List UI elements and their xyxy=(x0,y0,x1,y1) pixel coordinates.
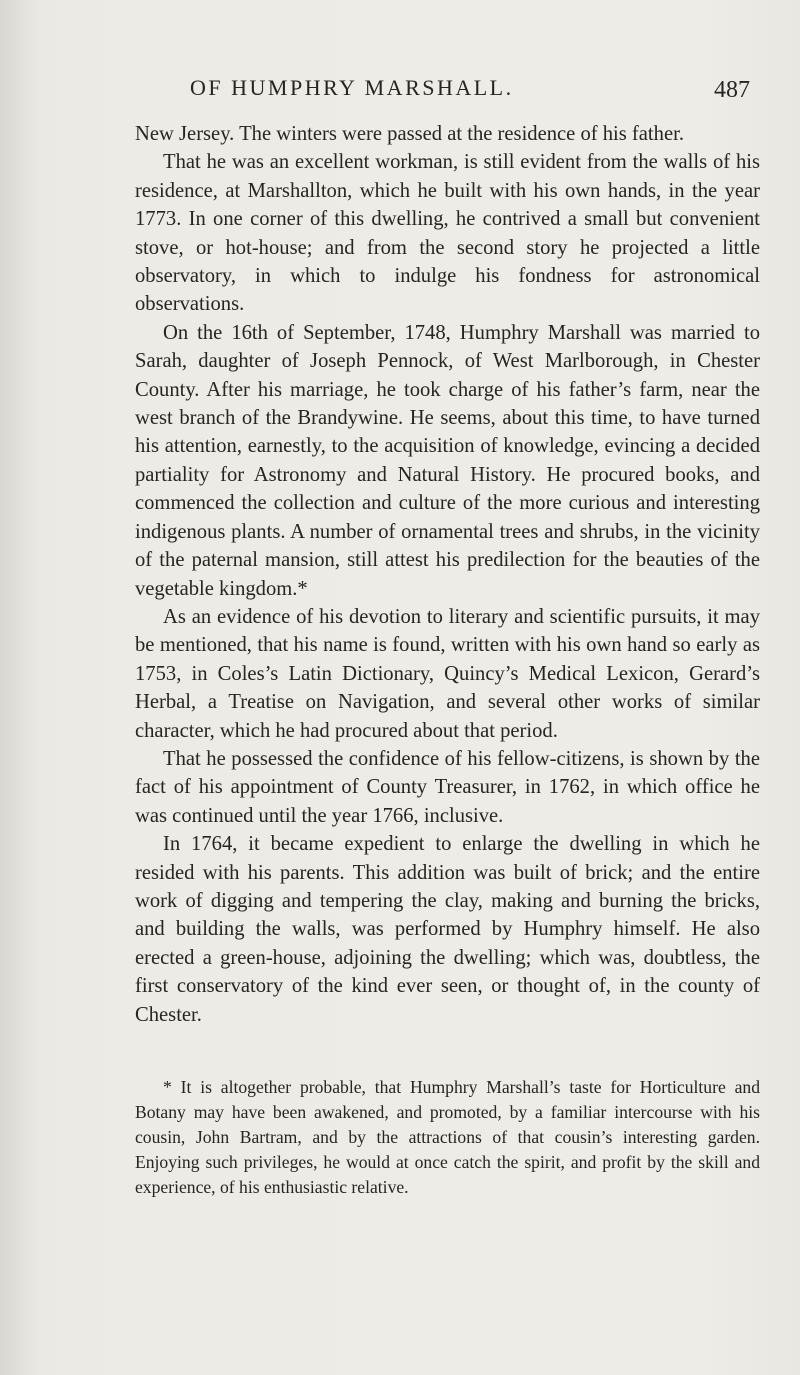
running-title: OF HUMPHRY MARSHALL. xyxy=(190,75,514,100)
paragraph: That he was an excellent workman, is still evident from the walls of his residence, at Marshallton, which he built with his own hands, in the year 1773. In one corner of this dwelling, he contrived a small but convenient stove, or hot-house; and from the second story he projected a little observatory, in which to indulge his fondness for astronomical observations. xyxy=(135,151,760,316)
page-number: 487 xyxy=(714,77,750,103)
footnote xyxy=(135,1075,760,1200)
main-text xyxy=(135,120,760,1029)
paragraph: On the 16th of September, 1748, Humphry Marshall was married to Sarah, daughter of Joseph Pennock, of West Marlborough, in Chester County. After his marriage, he took charge of his father’s farm, near the west branch of the Brandywine. He seems, about this time, to have turned his attention, earnestly, to the acquisition of knowledge, evincing a decided partiality for Astronomy and Natural History. He procured books, and commenced the collection and culture of the more curious and interesting indigenous plants. A number of ornamental trees and shrubs, in the vicinity of the paternal mansion, still attest his predilection for the beauties of the vegetable kingdom.* xyxy=(135,321,760,600)
footnote-text: * It is altogether probable, that Humphry Marshall’s taste for Horticulture and Botany may have been awakened, and promoted, by a familiar intercourse with his cousin, John Bartram, and by the attractions of that cousin’s interesting garden. Enjoying such privileges, he would at once catch the spirit, and profit by the skill and experience, of his enthusiastic relative. xyxy=(135,1077,760,1197)
paragraph: New Jersey. The winters were passed at the residence of his father. xyxy=(135,123,684,145)
paragraph: That he possessed the confidence of his fellow-citizens, is shown by the fact of his appointment of County Treasurer, in 1762, in which office he was continued until the year 1766, inclusive. xyxy=(135,747,760,827)
paragraph: As an evidence of his devotion to literary and scientific pursuits, it may be mentioned, that his name is found, written with his own hand so early as 1753, in Coles’s Latin Dictionary, Quincy’s Medical Lexicon, Gerard’s Herbal, a Treatise on Navigation, and several other works of similar character, which he had procured about that period. xyxy=(135,605,760,742)
paragraph: In 1764, it became expedient to enlarge the dwelling in which he resided with his parents. This addition was built of brick; and the entire work of digging and tempering the clay, making and burning the bricks, and building the walls, was performed by Humphry himself. He also erected a green-house, adjoining the dwelling; which was, doubtless, the first conservatory of the kind ever seen, or thought of, in the county of Chester. xyxy=(135,833,760,1026)
